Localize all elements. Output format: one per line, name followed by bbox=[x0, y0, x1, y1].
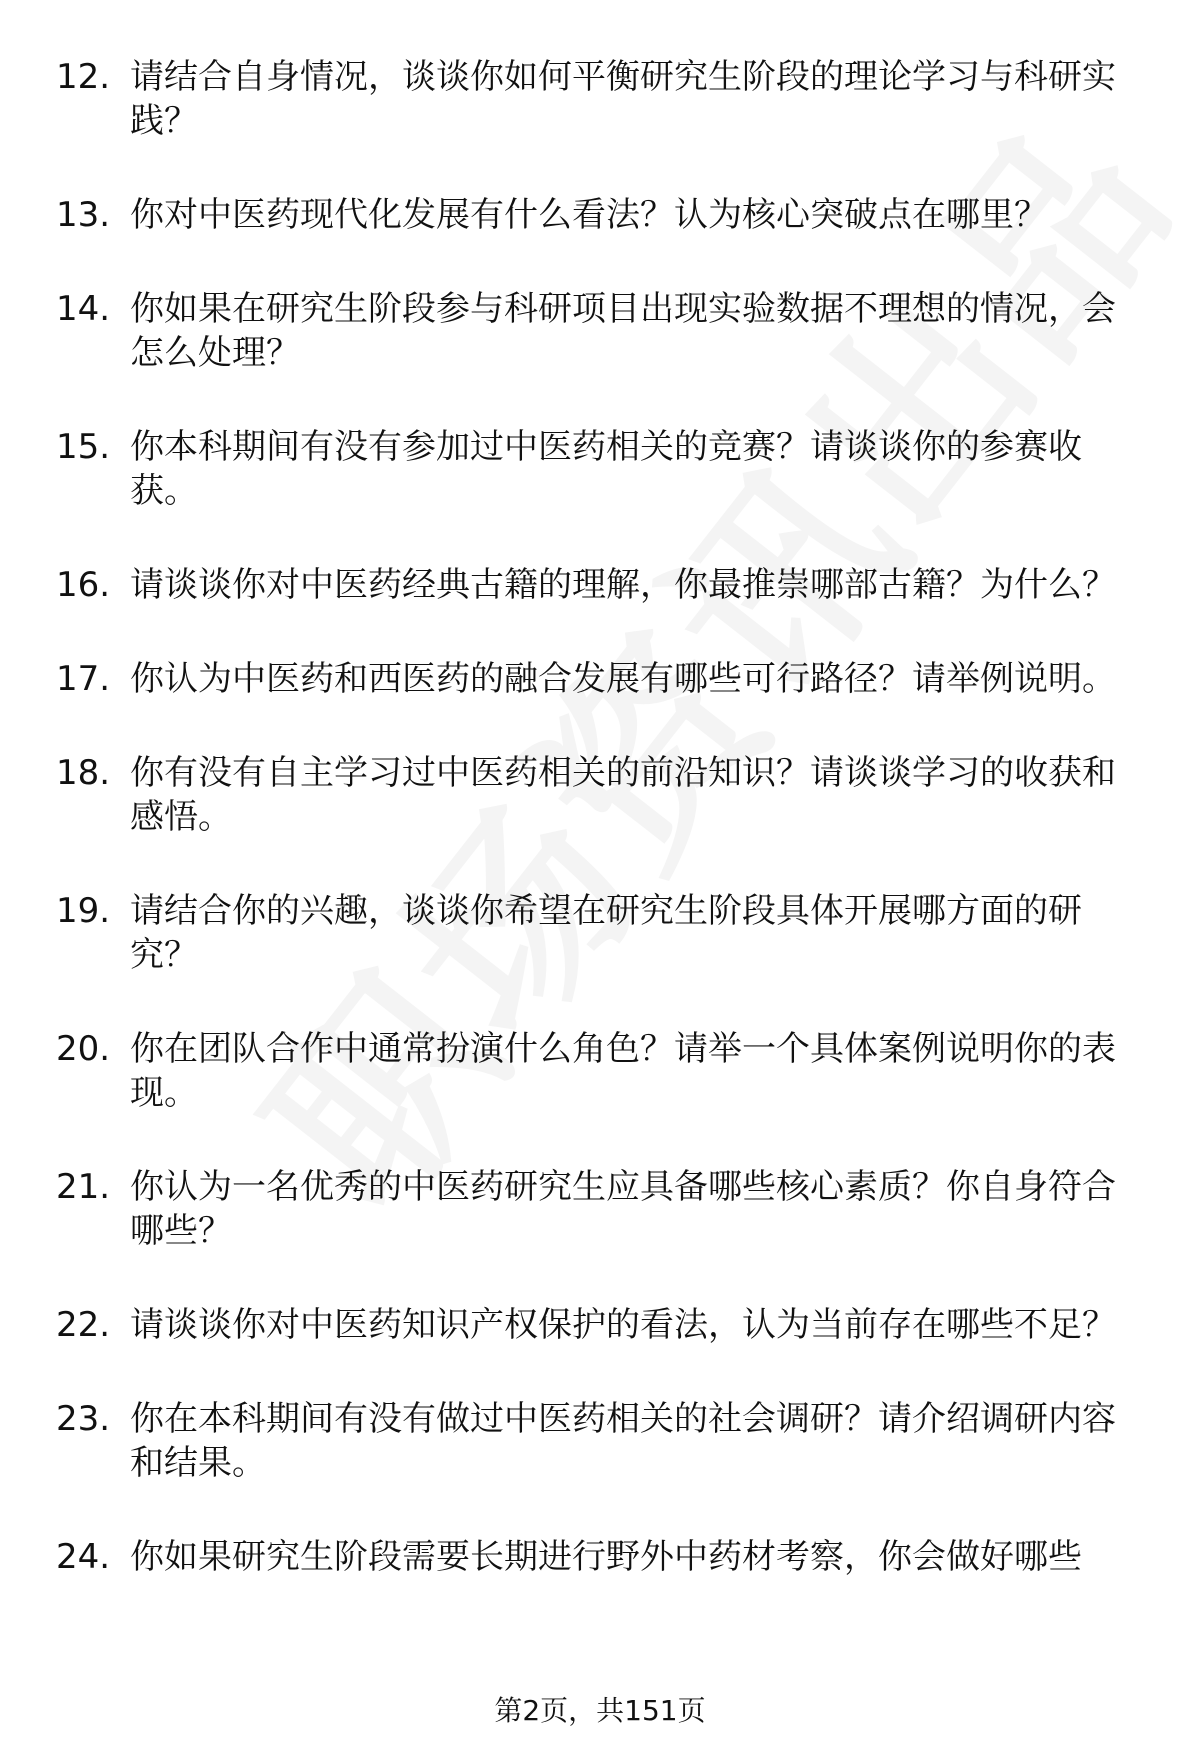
question-text: 你对中医药现代化发展有什么看法？认为核心突破点在哪里？ bbox=[130, 195, 1048, 235]
question-text: 请谈谈你对中医药经典古籍的理解，你最推崇哪部古籍？为什么？ bbox=[130, 565, 1116, 605]
question-number: 14. bbox=[56, 289, 111, 329]
question-item bbox=[0, 193, 1200, 237]
question-number: 12. bbox=[56, 57, 111, 97]
question-text: 你如果在研究生阶段参与科研项目出现实验数据不理想的情况，会怎么处理？ bbox=[130, 289, 1116, 373]
question-text: 你认为中医药和西医药的融合发展有哪些可行路径？请举例说明。 bbox=[130, 659, 1116, 699]
question-list bbox=[0, 55, 1200, 1629]
question-item bbox=[0, 1165, 1200, 1253]
question-text: 你在团队合作中通常扮演什么角色？请举一个具体案例说明你的表现。 bbox=[130, 1029, 1116, 1113]
question-item bbox=[0, 751, 1200, 839]
question-number: 18. bbox=[56, 753, 111, 793]
question-number: 17. bbox=[56, 659, 111, 699]
question-item bbox=[0, 1303, 1200, 1347]
question-number: 23. bbox=[56, 1399, 111, 1439]
question-number: 24. bbox=[56, 1537, 111, 1577]
question-number: 22. bbox=[56, 1305, 111, 1345]
question-text: 请结合自身情况，谈谈你如何平衡研究生阶段的理论学习与科研实践？ bbox=[130, 57, 1116, 141]
question-item bbox=[0, 1397, 1200, 1485]
question-number: 19. bbox=[56, 891, 111, 931]
question-text: 请结合你的兴趣，谈谈你希望在研究生阶段具体开展哪方面的研究？ bbox=[130, 891, 1082, 975]
question-item bbox=[0, 55, 1200, 143]
question-item bbox=[0, 425, 1200, 513]
question-text: 你有没有自主学习过中医药相关的前沿知识？请谈谈学习的收获和感悟。 bbox=[130, 753, 1116, 837]
question-text: 你认为一名优秀的中医药研究生应具备哪些核心素质？你自身符合哪些？ bbox=[130, 1167, 1116, 1251]
question-number: 16. bbox=[56, 565, 111, 605]
question-item bbox=[0, 889, 1200, 977]
question-item bbox=[0, 1027, 1200, 1115]
question-number: 15. bbox=[56, 427, 111, 467]
question-number: 13. bbox=[56, 195, 111, 235]
question-text: 你如果研究生阶段需要长期进行野外中药材考察，你会做好哪些 bbox=[130, 1537, 1082, 1577]
question-text: 你在本科期间有没有做过中医药相关的社会调研？请介绍调研内容和结果。 bbox=[130, 1399, 1116, 1483]
question-number: 20. bbox=[56, 1029, 111, 1069]
question-text: 你本科期间有没有参加过中医药相关的竞赛？请谈谈你的参赛收获。 bbox=[130, 427, 1082, 511]
question-text: 请谈谈你对中医药知识产权保护的看法，认为当前存在哪些不足？ bbox=[130, 1305, 1116, 1345]
question-number: 21. bbox=[56, 1167, 111, 1207]
question-item bbox=[0, 563, 1200, 607]
question-item bbox=[0, 657, 1200, 701]
question-item bbox=[0, 287, 1200, 375]
page-footer: 第2页，共151页 bbox=[494, 1694, 706, 1727]
question-item bbox=[0, 1535, 1200, 1579]
